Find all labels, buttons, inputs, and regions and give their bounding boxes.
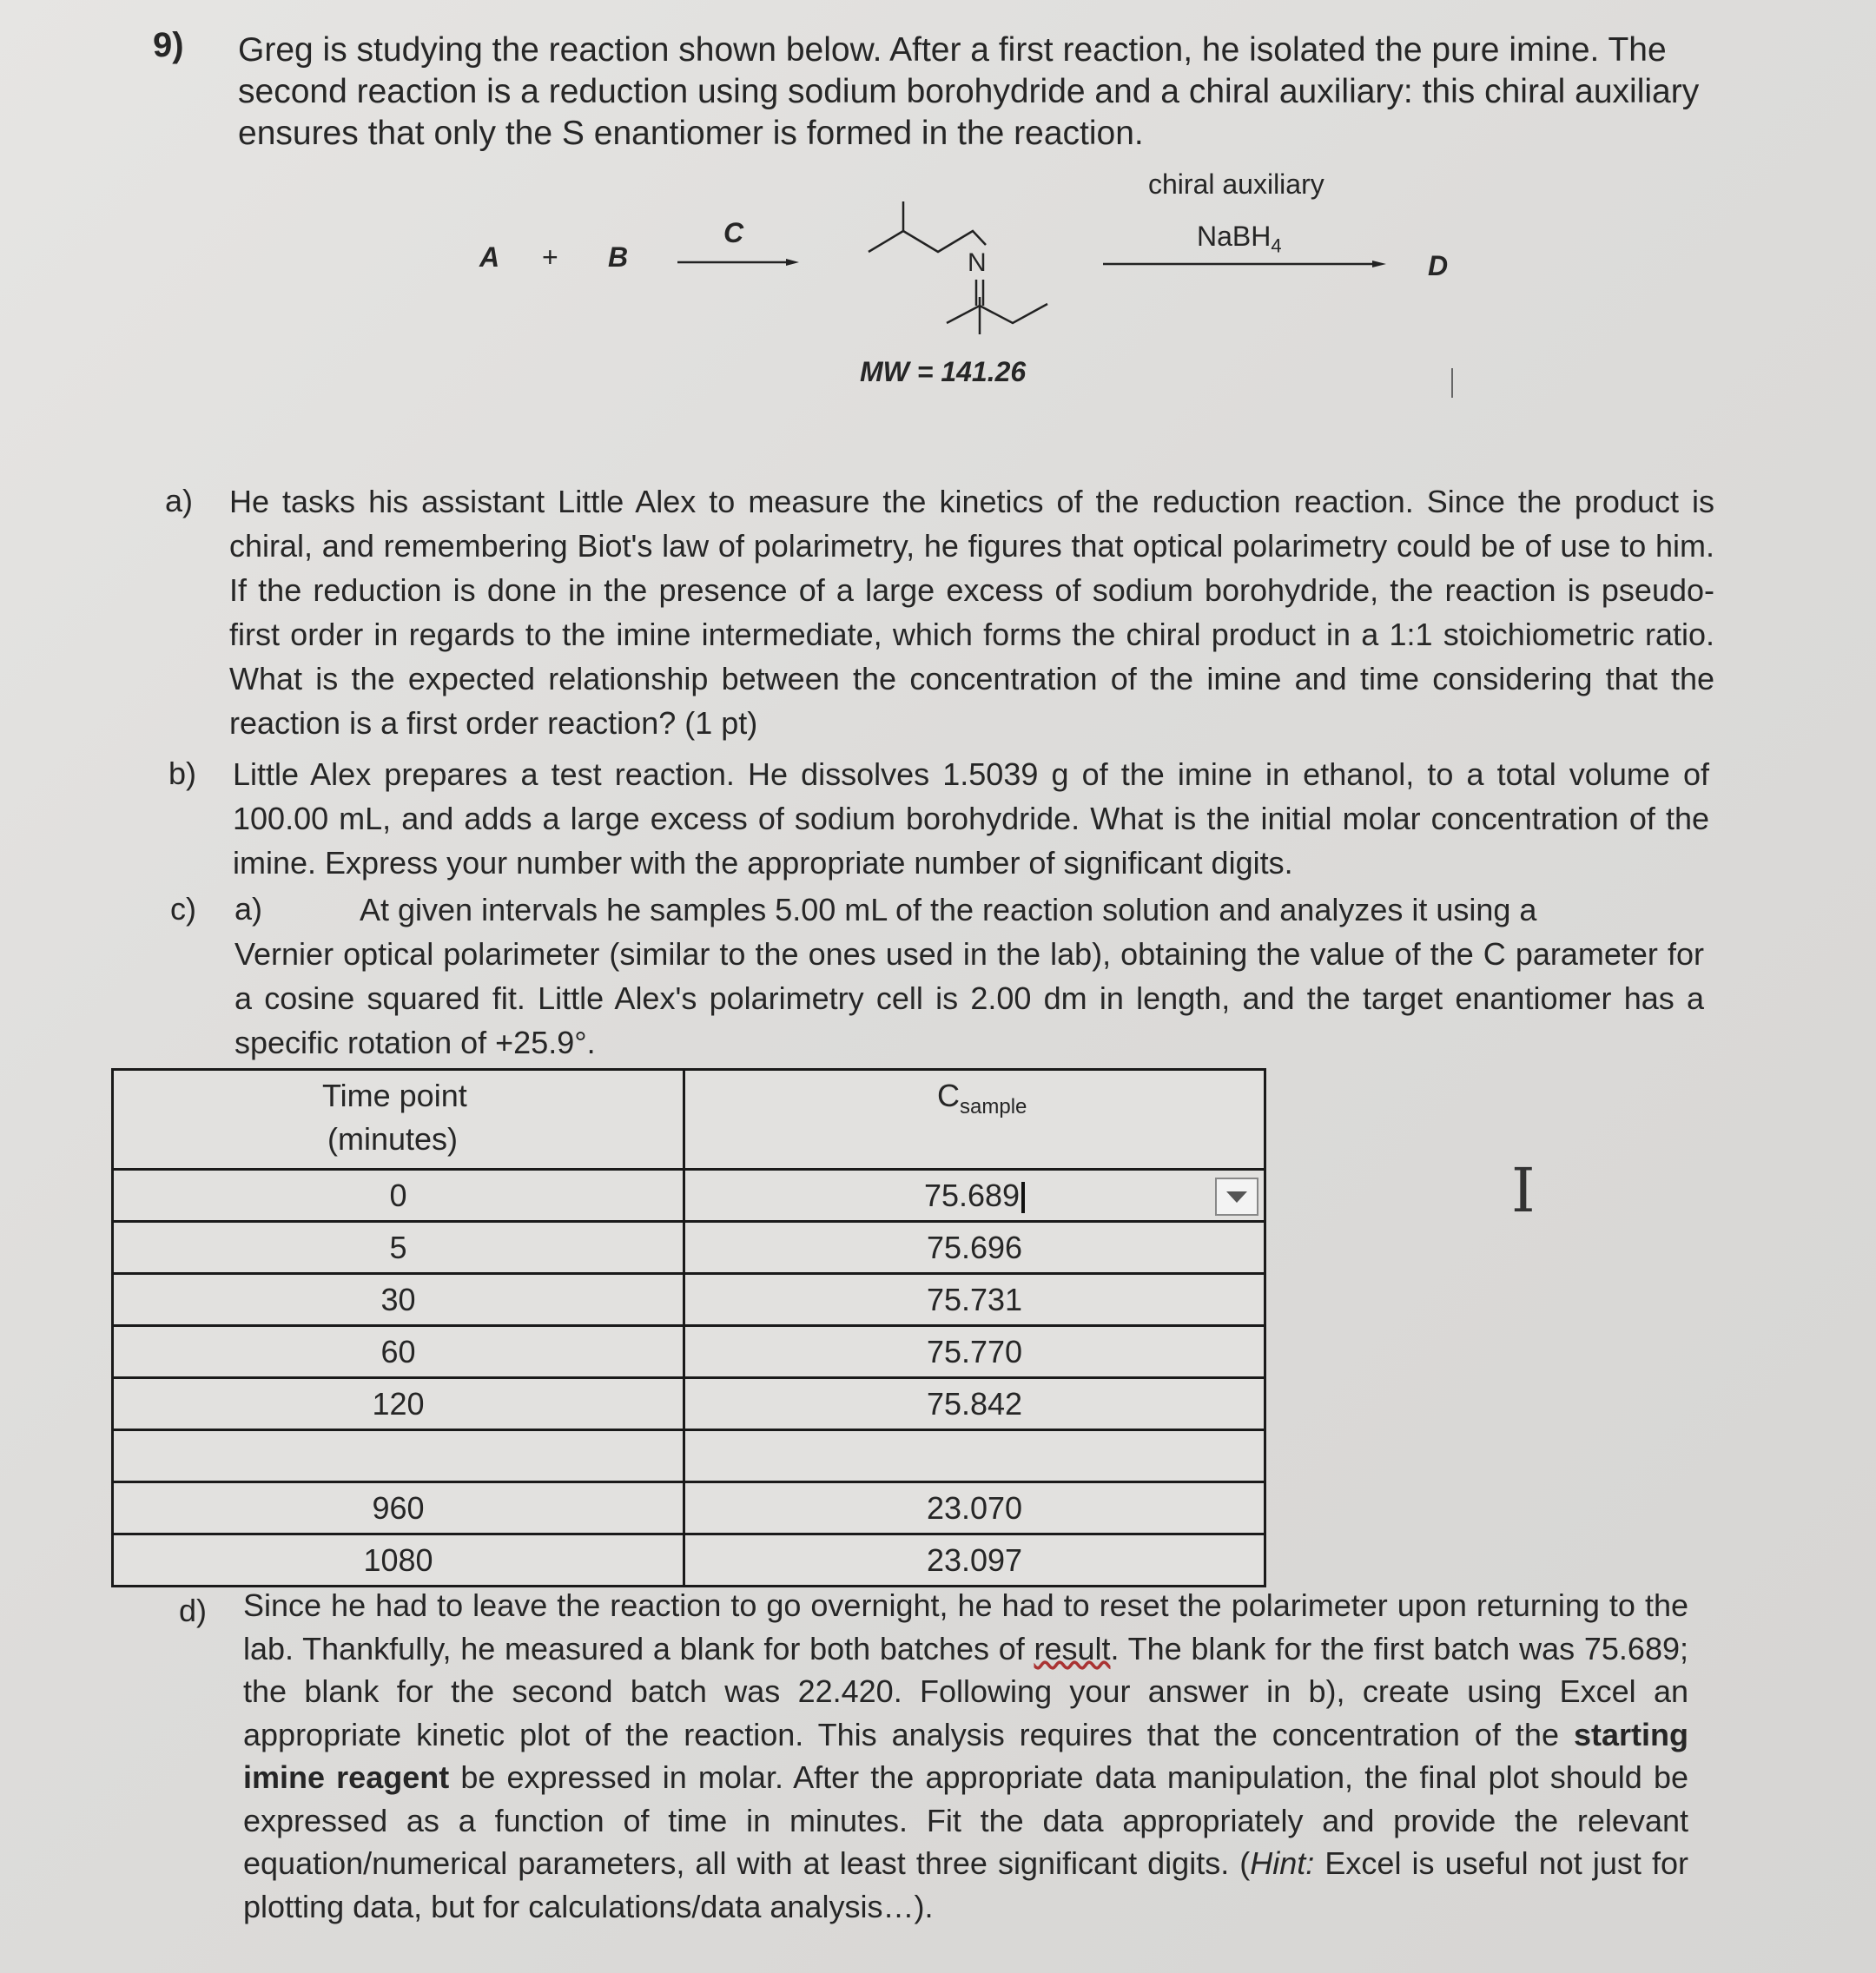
part-d-text: Since he had to leave the reaction to go overnight, he had to reset the polarimeter upon returning to the lab. Thankfully, he measured a blank for both batches of result. The blank for the first batch was 75.689; the blank for the second batch was 22.420. Following your answer in b), create using Excel an appropriate kinetic plot of the reaction. This analysis requires that the concentration of the starting imine reagent be expressed in molar. After the appropriate data manipulation, the final plot should be expressed as a function of time in minutes. Fit the data appropriately and provide the relevant equation/numerical parameters, all with at least three significant digits. (Hint: Excel is useful not just for plotting data, but for calculations/data analysis…). (243, 1587, 1688, 1924)
c-sample-cell[interactable]: 23.097 (684, 1534, 1265, 1587)
chiral-auxiliary-label: chiral auxiliary (1148, 168, 1324, 200)
polarimetry-data-table (111, 1068, 1266, 1587)
reactant-a: A (479, 241, 500, 273)
result-word: result (1034, 1630, 1111, 1666)
text-cursor-icon: I (1511, 1155, 1536, 1226)
c-sample-cell[interactable]: 23.070 (684, 1482, 1265, 1534)
header-time: Time point (minutes) (113, 1070, 684, 1170)
table-row (113, 1170, 1265, 1222)
question-intro: Greg is studying the reaction shown below. After a first reaction, he isolated the pure imine. The second reaction is a reduction using sodium borohydride and a chiral auxiliary: this chiral auxiliary ensures that only the S enantiomer is formed in the reaction. (238, 31, 1700, 152)
table-row (113, 1222, 1265, 1274)
part-a-label: a) (165, 483, 194, 518)
part-b-text: Little Alex prepares a test reaction. He dissolves 1.5039 g of the imine in ethanol, to a total volume of 100.00 mL, and adds a large excess of sodium borohydride. What is the initial molar concentration of the imine. Express your number with the appropriate number of significant digits. (233, 756, 1709, 881)
molecular-weight: MW = 141.26 (860, 356, 1027, 387)
part-c-sub-label: a) (234, 891, 263, 927)
arrow-head-reduction (1372, 261, 1386, 267)
time-cell[interactable]: 60 (113, 1326, 684, 1378)
table-row (113, 1326, 1265, 1378)
reagent-c: C (723, 217, 744, 248)
imine-chain-bottom (947, 304, 1047, 323)
dropdown-button[interactable] (1215, 1178, 1258, 1216)
table-row (113, 1482, 1265, 1534)
c-sample-cell[interactable]: 75.842 (684, 1378, 1265, 1430)
time-cell[interactable]: 30 (113, 1274, 684, 1326)
table-header-row (113, 1070, 1265, 1170)
header-c-sample: $C_{sample}$ (684, 1070, 1265, 1170)
chevron-down-icon (1225, 1190, 1248, 1204)
part-d-label: d) (179, 1593, 208, 1628)
table-row (113, 1274, 1265, 1326)
c-sample-cell-active[interactable]: 75.689 (684, 1170, 1265, 1222)
product-d: D (1428, 250, 1449, 281)
bold-starting-imine: starting imine reagent (243, 1716, 1688, 1795)
plus-sign: + (542, 241, 558, 273)
time-cell[interactable]: 5 (113, 1222, 684, 1274)
time-cell[interactable]: 960 (113, 1482, 684, 1534)
c-sample-cell[interactable]: 75.770 (684, 1326, 1265, 1378)
part-c-label: c) (170, 891, 196, 927)
reactant-b: B (608, 241, 629, 273)
table-row (113, 1378, 1265, 1430)
c-sample-cell[interactable]: 75.731 (684, 1274, 1265, 1326)
c-sample-cell[interactable]: 75.696 (684, 1222, 1265, 1274)
table-row-separator (113, 1430, 1265, 1482)
reaction-scheme (0, 0, 1876, 417)
text-caret (1021, 1182, 1025, 1213)
nitrogen-atom: N (968, 248, 987, 277)
part-c-text-first-line: At given intervals he samples 5.00 mL of the reaction solution and analyzes it using a (360, 892, 1537, 927)
part-b-label: b) (168, 756, 197, 791)
nabh4-label: NaBH$_4$ (1197, 221, 1282, 257)
table-row (113, 1534, 1265, 1587)
part-c-text: Vernier optical polarimeter (similar to the ones used in the lab), obtaining the value of the C parameter for a cosine squared fit. Little Alex's polarimetry cell is 2.00 dm in length, and the target enantiomer has a specific rotation of +25.9°. (234, 936, 1704, 1060)
arrow-head-first (786, 259, 799, 266)
time-cell[interactable]: 0 (113, 1170, 684, 1222)
time-cell[interactable]: 120 (113, 1378, 684, 1430)
time-cell[interactable]: 1080 (113, 1534, 684, 1587)
c-sample-cell-empty[interactable] (684, 1430, 1265, 1482)
part-a-text: He tasks his assistant Little Alex to measure the kinetics of the reduction reaction. Since the product is chiral, and remembering Biot's law of polarimetry, he figures that optical polarimetry could be of use to him. If the reduction is done in the presence of a large excess of sodium borohydride, the reaction is pseudo-first order in regards to the imine intermediate, which forms the chiral product in a 1:1 stoichiometric ratio. What is the expected relationship between the concentration of the imine and time considering that the reaction is a first order reaction? (1 pt) (229, 484, 1714, 741)
question-number: 9) (153, 26, 184, 64)
time-cell-empty[interactable] (113, 1430, 684, 1482)
